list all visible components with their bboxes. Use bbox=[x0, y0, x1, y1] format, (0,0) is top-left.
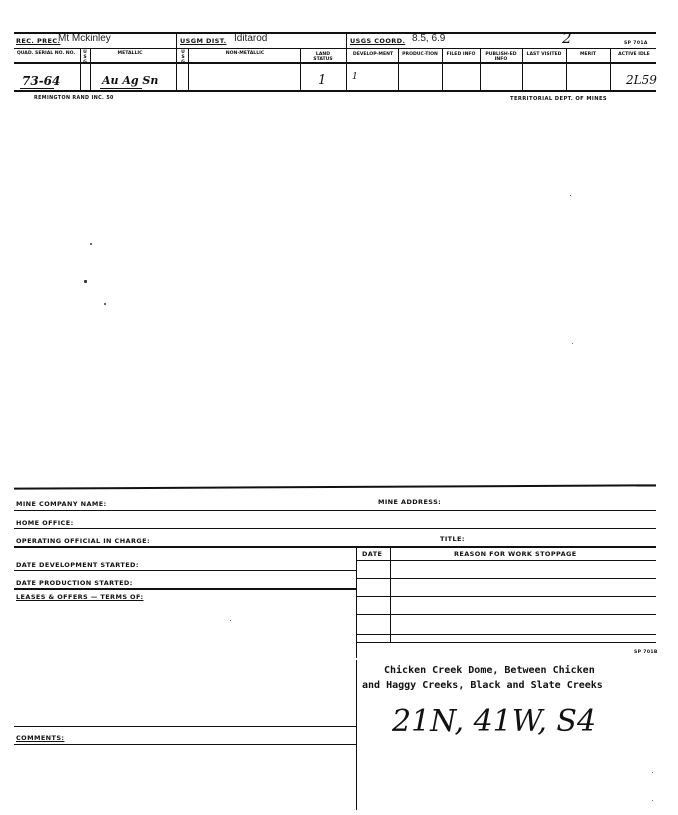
location-line1: Chicken Creek Dome, Between Chicken bbox=[384, 665, 595, 676]
handwritten-location: 21N, 41W, S4 bbox=[392, 704, 597, 739]
col-production: PRODUC-TION bbox=[402, 52, 438, 57]
form-code-bottom: SP 701B bbox=[634, 650, 658, 655]
reason-col-label: REASON FOR WORK STOPPAGE bbox=[454, 550, 577, 558]
home-office-label: HOME OFFICE: bbox=[16, 519, 74, 527]
operating-official-label: OPERATING OFFICIAL IN CHARGE: bbox=[16, 537, 150, 545]
col-last-visited: LAST VISITED bbox=[526, 52, 562, 57]
scan-speck bbox=[104, 303, 106, 305]
rec-prec-label: REC. PREC. bbox=[16, 37, 61, 45]
col-active-idle: ACTIVE IDLE bbox=[618, 52, 650, 57]
rec-prec-value: Mt Mckinley bbox=[58, 33, 111, 44]
col-metallic: METALLIC bbox=[117, 51, 143, 56]
date-production-label: DATE PRODUCTION STARTED: bbox=[16, 579, 133, 587]
date-development-label: DATE DEVELOPMENT STARTED: bbox=[16, 561, 139, 569]
leases-label: LEASES & OFFERS — TERMS OF: bbox=[16, 593, 144, 601]
col-land-status: LAND STATUS bbox=[313, 52, 333, 63]
footer-left: REMINGTON RAND INC. 50 bbox=[34, 96, 114, 101]
col-merit: MERIT bbox=[579, 52, 597, 57]
scan-speck bbox=[572, 343, 573, 344]
col-quad-serial: QUAD. SERIAL NO. NO. bbox=[16, 51, 76, 56]
col-published-info: PUBLISH-ED INFO bbox=[485, 52, 517, 63]
usgs-dist-label: USGM DIST. bbox=[180, 37, 227, 45]
form-code-top: SP 701A bbox=[624, 41, 648, 46]
col-u2: U S G bbox=[181, 50, 185, 66]
col-filed-info: FILED INFO bbox=[446, 52, 476, 57]
mine-company-name-label: MINE COMPANY NAME: bbox=[16, 500, 107, 508]
row-metallic: Au Ag Sn bbox=[102, 74, 159, 87]
date-col-label: DATE bbox=[362, 550, 383, 558]
handwritten-number: 2 bbox=[562, 29, 572, 47]
col-development: DEVELOP-MENT bbox=[352, 52, 394, 57]
col-u: U S G bbox=[83, 50, 87, 66]
comments-label: COMMENTS: bbox=[16, 734, 65, 742]
row-active-idle: 2L59 bbox=[626, 73, 657, 87]
footer-right: TERRITORIAL DEPT. OF MINES bbox=[510, 96, 608, 102]
row-quad-serial: 73-64 bbox=[22, 74, 61, 88]
scan-speck bbox=[84, 280, 87, 283]
usgs-coord-label: USGS COORD. bbox=[350, 37, 406, 45]
row-land-status: 1 bbox=[318, 73, 327, 88]
scan-speck bbox=[570, 195, 571, 196]
scan-speck bbox=[652, 772, 653, 773]
usgs-dist-value: Iditarod bbox=[234, 33, 268, 44]
mine-address-label: MINE ADDRESS: bbox=[378, 498, 442, 506]
location-line2: and Haggy Creeks, Black and Slate Creeks bbox=[362, 680, 603, 691]
col-nonmetallic: NON-METALLIC bbox=[225, 51, 265, 56]
scan-speck bbox=[90, 243, 92, 245]
title-label: TITLE: bbox=[440, 535, 465, 543]
scan-speck bbox=[230, 620, 231, 621]
row-development: 1 bbox=[352, 72, 358, 82]
scan-speck bbox=[652, 800, 653, 801]
usgs-coord-value: 8.5, 6.9 bbox=[412, 33, 446, 44]
